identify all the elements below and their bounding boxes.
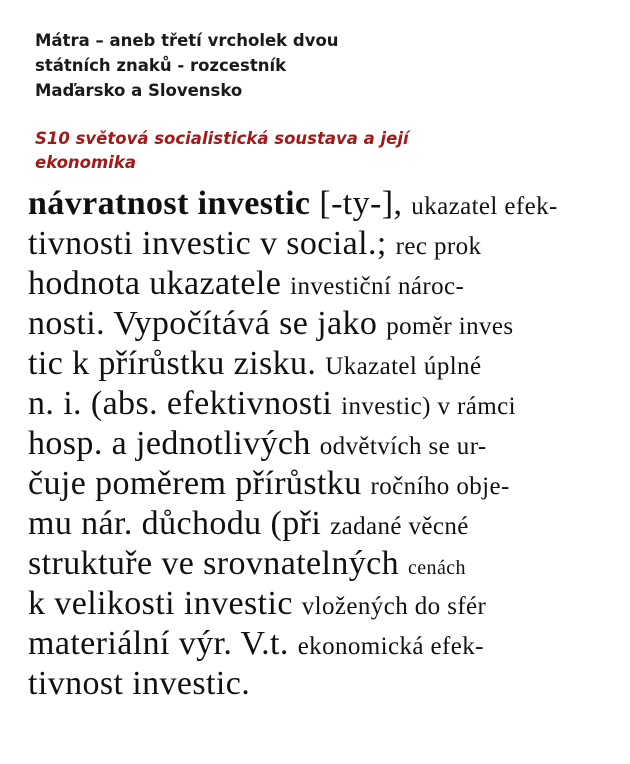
entry-line-2-main: tivnosti investic v social.; [28,225,387,262]
entry-line-10 [28,544,466,588]
entry-line-6-small: investic) v rámci [341,393,516,420]
entry-line-4-main: nosti. Vypočítává se jako [28,305,378,342]
entry-line-2-small: rec prok [395,233,482,260]
entry-line-12-main: materiální výr. V.t. [28,625,289,662]
dictionary-entry-scan [28,184,608,744]
entry-line-5-main: tic k přírůstku zisku. [28,345,317,382]
entry-headword: návratnost investic [28,185,311,222]
entry-line-4-small: poměr inves [386,313,514,340]
entry-line-7-main: hosp. a jednotlivých [28,425,311,462]
entry-line-6 [28,384,516,427]
entry-line-3 [28,264,464,307]
entry-line-3-small: investiční nároc- [290,273,465,300]
subtitle-line-2: ekonomika [35,153,136,172]
entry-line-12 [28,624,484,667]
subtitle-line-1: S10 světová socialistická soustava a její [35,129,409,148]
entry-line-9 [28,504,469,547]
entry-line-6-main: n. i. (abs. efektivnosti [28,385,333,422]
section-subtitle [35,127,475,175]
entry-line-9-small: zadané věcné [330,513,469,540]
entry-line-1 [28,184,558,227]
article-header [35,28,435,103]
entry-line-13-main: tivnost investic. [28,665,251,702]
entry-line-2 [28,224,481,267]
entry-line-13 [28,664,250,704]
entry-line-9-main: mu nár. důchodu (při [28,505,322,542]
entry-line-12-small: ekonomická efek- [297,633,484,660]
entry-line-8-main: čuje poměrem přírůstku [28,465,362,502]
entry-line-5 [28,344,481,387]
entry-line-11-small: vložených do sfér [301,593,487,620]
entry-line-1-rest: [-ty-], [319,185,403,222]
header-line-1: Mátra – aneb třetí vrcholek dvou [35,31,339,50]
entry-line-5-small: Ukazatel úplné [325,353,482,380]
entry-line-10-main: struktuře ve srovnatelných [28,545,400,582]
entry-line-8-small: ročního obje- [370,473,510,500]
entry-line-4 [28,304,514,347]
entry-line-11 [28,584,486,627]
entry-line-7-small: odvětvích se ur- [319,433,487,460]
entry-line-11-main: k velikosti investic [28,585,293,622]
header-line-2: státních znaků - rozcestník [35,56,287,75]
entry-line-3-main: hodnota ukazatele [28,265,282,302]
entry-line-1-small: ukazatel efek- [411,193,558,220]
entry-line-7 [28,424,487,467]
entry-line-8 [28,464,510,507]
entry-line-10-small: cenách [407,557,466,579]
header-line-3: Maďarsko a Slovensko [35,81,243,100]
